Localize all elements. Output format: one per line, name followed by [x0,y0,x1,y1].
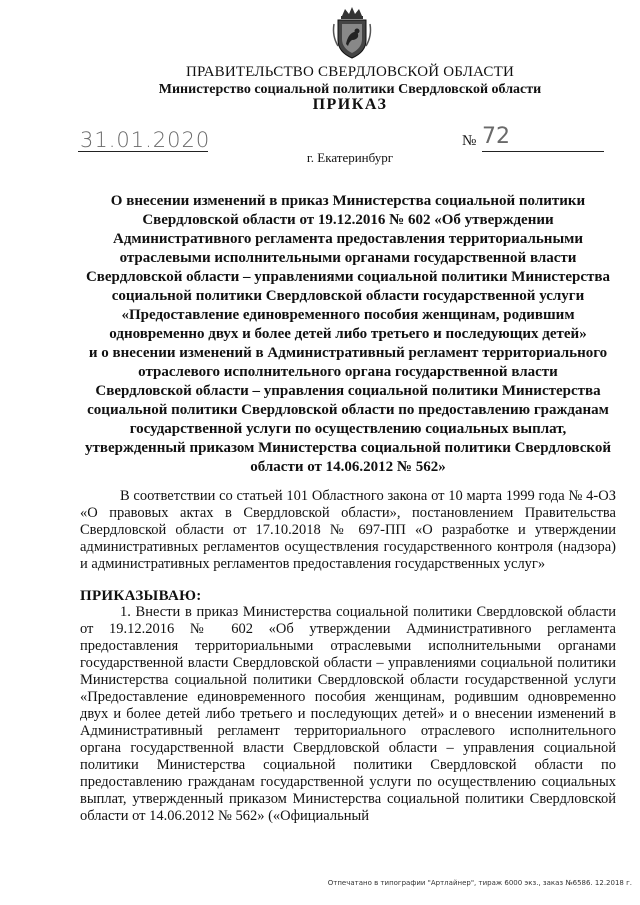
order-word: ПРИКАЗЫВАЮ: [80,588,202,604]
title-line: одновременно двух и более детей либо третьего и последующих детей» [109,326,587,342]
handwritten-number: 72 [482,124,510,149]
city-name: г. Екатеринбург [306,150,394,165]
title-line: Свердловской области – управления социальной политики Министерства [95,383,601,399]
title-line: социальной политики Свердловской области государственной услуги [111,288,585,304]
title-line: утвержденный приказом Министерства социальной политики Свердловской [84,440,612,456]
title-line: государственной услуги по осуществлению социальных выплат, [129,421,567,437]
title-line: и о внесении изменений в Административный регламент территориального [88,345,608,361]
government-name: ПРАВИТЕЛЬСТВО СВЕРДЛОВСКОЙ ОБЛАСТИ [185,64,515,80]
handwritten-date: 31.01.2020 [80,128,211,152]
title-line: Свердловской области – управлениями социальной политики Министерства [85,269,611,285]
document-type: ПРИКАЗ [312,96,388,113]
preamble-paragraph: В соответствии со статьей 101 Областного закона от 10 марта 1999 года № 4-ОЗ «О правовых актах в Свердловской области», постановлением Правительства Свердловской области от 17.10.2018 № 697-ПП «О разработке и утверждении административных регламентов осуществления государственного контроля (надзора) и административных регламентов предоставления государственных услуг» [80,488,616,572]
title-line: области от 14.06.2012 № 562» [250,459,446,475]
title-line: Административного регламента предоставления территориальными [112,231,584,247]
title-line: Свердловской области от 19.12.2016 № 602 «Об утверждении [142,212,554,228]
order-title [58,192,638,477]
title-line: отраслевого исполнительного органа государственной власти [138,364,558,380]
clause-1-paragraph: 1. Внести в приказ Министерства социальной политики Свердловской области от 19.12.2016 № 602 «Об утверждении Административного регламента предоставления территориальными отраслевыми исполнительными органами государственной власти Свердловской области – управлениями социальной политики Министерства социальной политики Свердловской области государственной услуги «Предоставление единовременного пособия женщинам, родившим одновременно двух и более детей либо третьего и последующих детей» и о внесении изменений в Административный регламент территориального отраслевого исполнительного органа государственной власти Свердловской области – управления социальной политики Министерства социальной политики Свердловской области по предоставлению гражданам государственной услуги по осуществлению социальных выплат, утвержденный приказом Министерства социальной политики Свердловской области от 14.06.2012 № 562» («Официальный [80,604,616,824]
print-footer: Отпечатано в типографии "Артлайнер", тираж 6000 экз., заказ №6586. 12.2018 г. [327,879,632,887]
ministry-name: Министерство социальной политики Свердловской области [158,82,542,97]
number-label: № [462,133,477,149]
title-line: отраслевыми исполнительными органами государственной власти [119,250,577,266]
title-line: социальной политики Свердловской области по предоставлению гражданам [87,402,609,418]
title-line: «Предоставление единовременного пособия женщинам, родившим [121,307,575,323]
coat-of-arms-icon [330,6,374,62]
title-line: О внесении изменений в приказ Министерства социальной политики [110,193,586,209]
